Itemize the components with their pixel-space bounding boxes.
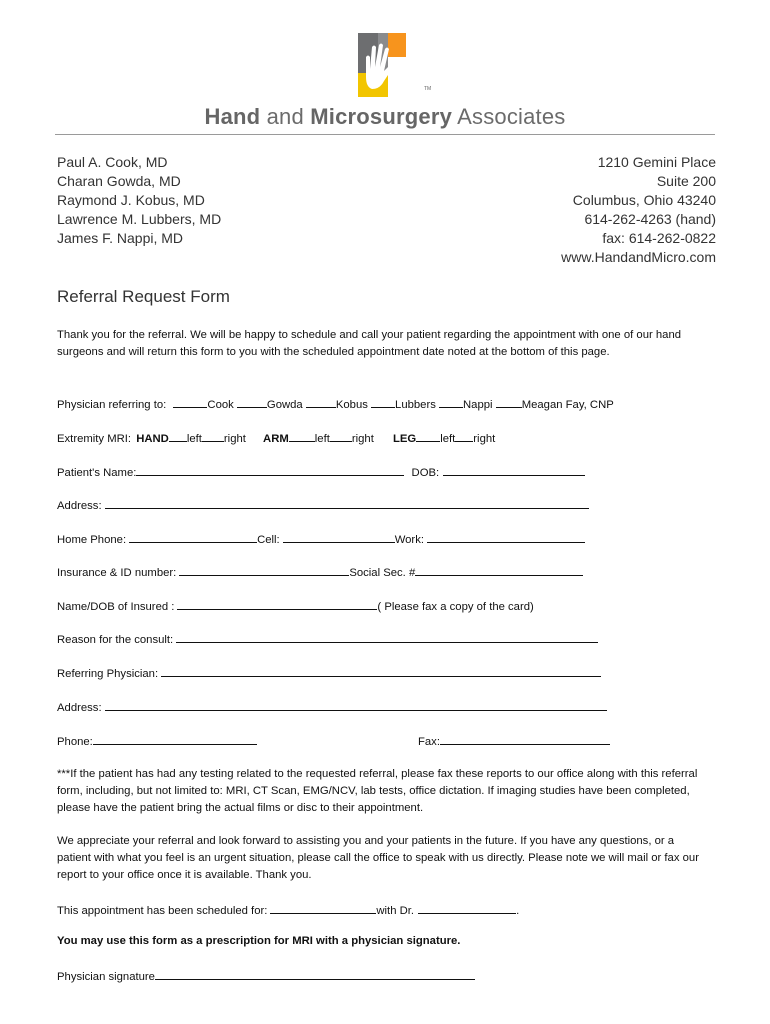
- social-security-field[interactable]: [415, 564, 583, 576]
- hand-right-field[interactable]: [202, 430, 224, 442]
- hand-logo-icon: [354, 33, 412, 97]
- intro-paragraph: Thank you for the referral. We will be happy to schedule and call your patient regarding the appointment with one of our hand surgeons and will return this form to you with the scheduled appointment date noted at the bottom of this page.: [57, 329, 682, 358]
- brand-name: Hand and Microsurgery Associates: [204, 104, 566, 129]
- website-link[interactable]: www.HandandMicro.com: [561, 249, 716, 265]
- kobus-check-field[interactable]: [306, 396, 336, 408]
- nappi-check-field[interactable]: [439, 396, 463, 408]
- scheduled-date-field[interactable]: [270, 902, 376, 914]
- practice-address: 1210 Gemini Place Suite 200 Columbus, Ohio 43240 614-262-4263 (hand) fax: 614-262-0822 www.HandandMicro.com: [561, 154, 716, 265]
- doctor-field[interactable]: [418, 902, 516, 914]
- extremity-mri-row: Extremity MRI: HAND left right ARM left right LEG left right: [57, 430, 495, 445]
- dob-field[interactable]: [443, 464, 585, 476]
- physician-fax-field[interactable]: [440, 733, 610, 745]
- doctor-name: Paul A. Cook, MD: [57, 154, 168, 170]
- hand-left-field[interactable]: [169, 430, 187, 442]
- insured-field[interactable]: [177, 598, 377, 610]
- trademark: TM: [424, 86, 432, 92]
- home-phone-field[interactable]: [129, 531, 257, 543]
- appreciation-paragraph: We appreciate your referral and look forward to assisting you and your patients in the future. If you have any questions, or a patient with what you feel is an urgent situation, please call the office to speak with us directly. Please note we will mail or fax our report to your office once it is available. Thank you.: [57, 835, 699, 881]
- testing-paragraph: ***If the patient has had any testing related to the requested referral, please fax these reports to our office along with this referral form, including, but not limited to: MRI, CT Scan, EMG/NCV, lab tests, office dictation. If imaging studies have been completed, please have the patient bring the actual films or disc to their appointment.: [57, 768, 698, 814]
- lubbers-check-field[interactable]: [371, 396, 395, 408]
- arm-right-field[interactable]: [330, 430, 352, 442]
- doctor-list: [57, 153, 221, 248]
- work-field[interactable]: [427, 531, 585, 543]
- signature-row: Physician signature: [57, 968, 475, 983]
- doctor-name: James F. Nappi, MD: [57, 230, 184, 246]
- address-field[interactable]: [105, 497, 589, 509]
- reason-field[interactable]: [176, 631, 598, 643]
- gowda-check-field[interactable]: [237, 396, 267, 408]
- physician-address-row: Address:: [57, 699, 607, 714]
- leg-right-field[interactable]: [455, 430, 473, 442]
- scheduled-row: This appointment has been scheduled for: with Dr. .: [57, 902, 519, 917]
- doctor-name: Raymond J. Kobus, MD: [57, 192, 205, 208]
- arm-left-field[interactable]: [289, 430, 315, 442]
- cook-check-field[interactable]: [173, 396, 207, 408]
- reason-row: Reason for the consult:: [57, 631, 598, 646]
- physician-phone-field[interactable]: [93, 733, 257, 745]
- fay-check-field[interactable]: [496, 396, 522, 408]
- patient-name-row: Patient's Name: DOB:: [57, 464, 585, 479]
- insurance-field[interactable]: [179, 564, 349, 576]
- cell-field[interactable]: [283, 531, 395, 543]
- prescription-note: You may use this form as a prescription for MRI with a physician signature.: [57, 935, 461, 947]
- physician-fax-row: Fax:: [418, 733, 610, 748]
- header-divider: [55, 134, 715, 135]
- insured-row: Name/DOB of Insured : ( Please fax a copy of the card): [57, 598, 534, 613]
- referring-physician-field[interactable]: [161, 665, 601, 677]
- doctor-name: Charan Gowda, MD: [57, 173, 181, 189]
- physician-address-field[interactable]: [105, 699, 607, 711]
- insurance-row: Insurance & ID number: Social Sec. #: [57, 564, 583, 579]
- doctor-name: Lawrence M. Lubbers, MD: [57, 211, 222, 227]
- address-row: Address:: [57, 497, 589, 512]
- physician-referring-row: Physician referring to: Cook Gowda Kobus Lubbers Nappi Meagan Fay, CNP: [57, 396, 614, 411]
- patient-name-field[interactable]: [136, 464, 404, 476]
- signature-field[interactable]: [155, 968, 475, 980]
- form-title: Referral Request Form: [57, 287, 230, 306]
- phone-row: Home Phone: Cell: Work:: [57, 531, 585, 546]
- referring-physician-row: Referring Physician:: [57, 665, 601, 680]
- leg-left-field[interactable]: [416, 430, 440, 442]
- physician-phone-row: Phone:: [57, 733, 257, 748]
